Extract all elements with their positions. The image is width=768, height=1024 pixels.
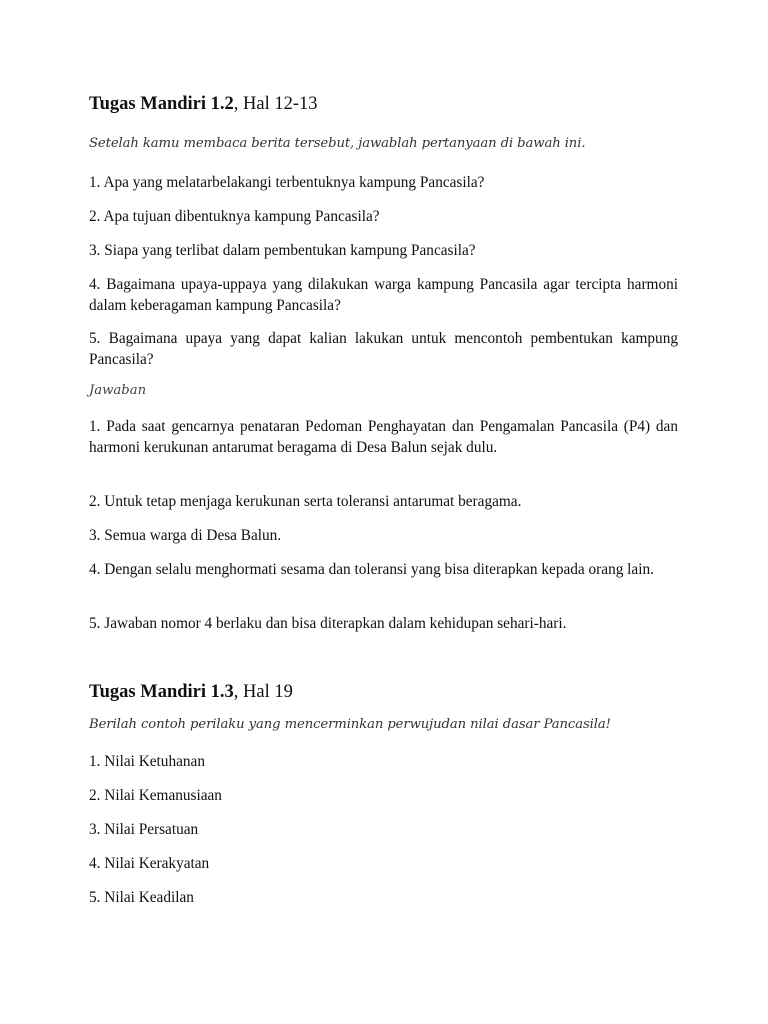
section-1-heading-bold: Tugas Mandiri 1.2 xyxy=(89,94,234,114)
section-1-instruction: Setelah kamu membaca berita tersebut, jawablah pertanyaan di bawah ini. xyxy=(89,136,586,151)
section-2-instruction: Berilah contoh perilaku yang mencerminkan perwujudan nilai dasar Pancasila! xyxy=(89,717,611,732)
question-4: 4. Bagaimana upaya-uppaya yang dilakukan warga kampung Pancasila agar tercipta harmoni dalam keberagaman kampung Pancasila? xyxy=(89,276,678,314)
value-item-5: 5. Nilai Keadilan xyxy=(89,889,194,906)
question-2: 2. Apa tujuan dibentuknya kampung Pancasila? xyxy=(89,208,380,225)
value-item-3: 3. Nilai Persatuan xyxy=(89,821,199,838)
answer-3: 3. Semua warga di Desa Balun. xyxy=(89,527,282,544)
question-5: 5. Bagaimana upaya yang dapat kalian lakukan untuk mencontoh pembentukan kampung Pancasila? xyxy=(89,330,678,368)
answer-5: 5. Jawaban nomor 4 berlaku dan bisa diterapkan dalam kehidupan sehari-hari. xyxy=(89,615,567,632)
answers-label: Jawaban xyxy=(89,383,147,398)
answer-1: 1. Pada saat gencarnya penataran Pedoman Penghayatan dan Pengamalan Pancasila (P4) dan harmoni kerukunan antarumat beragama di Desa Balun sejak dulu. xyxy=(89,418,678,456)
section-2-heading-bold: Tugas Mandiri 1.3 xyxy=(89,682,234,702)
answer-4: 4. Dengan selalu menghormati sesama dan toleransi yang bisa diterapkan kepada orang lain. xyxy=(89,561,654,578)
section-1-heading xyxy=(89,93,318,115)
value-item-4: 4. Nilai Kerakyatan xyxy=(89,855,210,872)
question-3: 3. Siapa yang terlibat dalam pembentukan kampung Pancasila? xyxy=(89,242,476,259)
section-2-heading xyxy=(89,681,293,703)
question-1: 1. Apa yang melatarbelakangi terbentuknya kampung Pancasila? xyxy=(89,174,485,191)
value-item-1: 1. Nilai Ketuhanan xyxy=(89,753,205,770)
value-item-2: 2. Nilai Kemanusiaan xyxy=(89,787,222,804)
answer-2: 2. Untuk tetap menjaga kerukunan serta toleransi antarumat beragama. xyxy=(89,493,522,510)
section-2-heading-rest: , Hal 19 xyxy=(233,682,293,702)
section-1-heading-rest: , Hal 12-13 xyxy=(233,94,318,114)
